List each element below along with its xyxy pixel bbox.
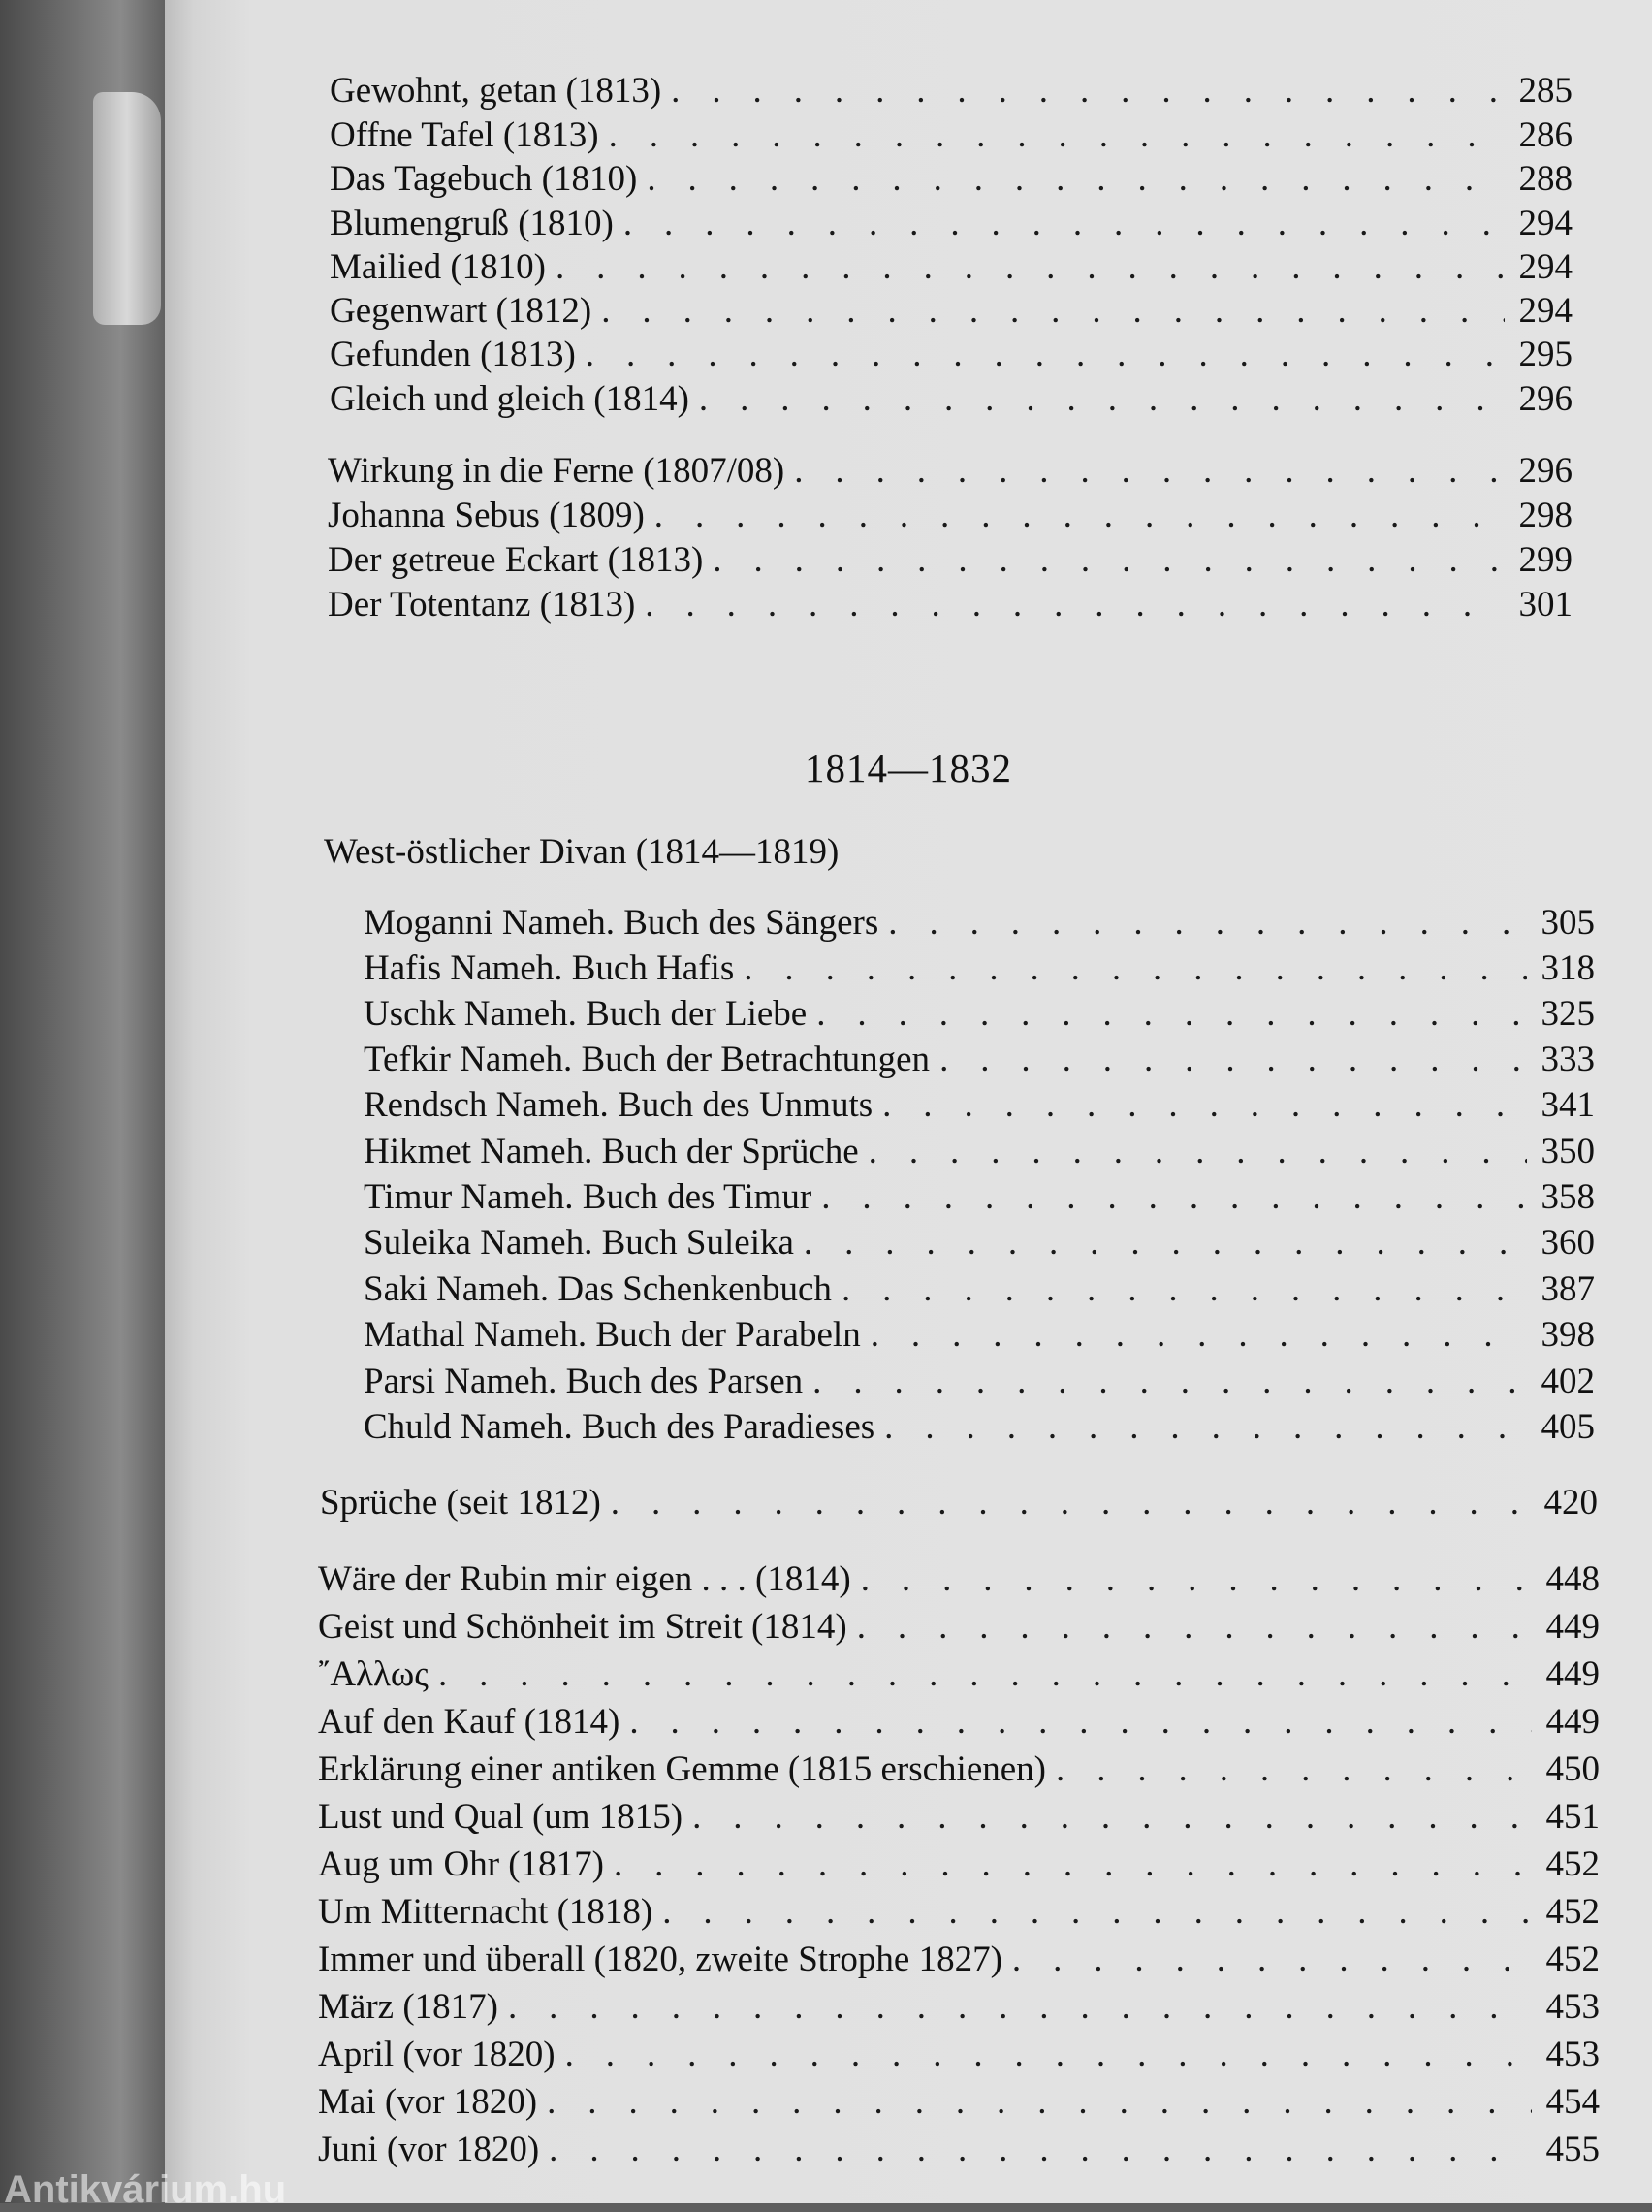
toc-entry-title: Saki Nameh. Das Schenkenbuch bbox=[364, 1269, 832, 1309]
toc-entry-title: Auf den Kauf (1814) bbox=[318, 1702, 620, 1742]
toc-subentry bbox=[364, 1084, 1595, 1127]
toc-entry-title: Juni (vor 1820) bbox=[318, 2130, 540, 2169]
toc-entry bbox=[330, 203, 1573, 245]
toc-entry bbox=[320, 1482, 1598, 1524]
toc-entry-page: 350 bbox=[1541, 1132, 1595, 1171]
toc-entry-page: 450 bbox=[1545, 1749, 1600, 1789]
toc-leader-dots bbox=[692, 1796, 1532, 1839]
toc-entry-page: 420 bbox=[1543, 1483, 1598, 1523]
toc-entry-title: Lust und Qual (um 1815) bbox=[318, 1797, 683, 1837]
toc-entry bbox=[330, 290, 1573, 333]
toc-entry-title: Um Mitternacht (1818) bbox=[318, 1892, 653, 1932]
toc-entry-title: März (1817) bbox=[318, 1987, 498, 2027]
toc-entry-page: 285 bbox=[1518, 71, 1573, 111]
toc-entry-title: Hikmet Nameh. Buch der Sprüche bbox=[364, 1132, 859, 1171]
toc-entry-page: 305 bbox=[1541, 903, 1595, 943]
toc-entry bbox=[330, 70, 1573, 112]
toc-leader-dots bbox=[939, 1039, 1527, 1081]
toc-entry-title: April (vor 1820) bbox=[318, 2035, 556, 2074]
toc-leader-dots bbox=[614, 1843, 1532, 1886]
toc-entry-page: 358 bbox=[1541, 1177, 1595, 1217]
toc-entry bbox=[318, 2034, 1600, 2076]
toc-entry-page: 294 bbox=[1518, 204, 1573, 243]
toc-entry-title: Erklärung einer antiken Gemme (1815 erschienen) bbox=[318, 1749, 1047, 1789]
toc-entry-title: Gleich und gleich (1814) bbox=[330, 379, 689, 419]
toc-entry-title: Offne Tafel (1813) bbox=[330, 115, 599, 155]
toc-entry bbox=[330, 334, 1573, 376]
toc-entry bbox=[318, 1796, 1600, 1839]
toc-leader-dots bbox=[629, 1701, 1532, 1744]
toc-leader-dots bbox=[861, 1558, 1532, 1601]
toc-leader-dots bbox=[662, 1891, 1532, 1934]
toc-subentry bbox=[364, 1406, 1595, 1449]
toc-subentry bbox=[364, 1268, 1595, 1311]
toc-entry bbox=[328, 584, 1573, 626]
toc-leader-dots bbox=[871, 1314, 1527, 1357]
toc-leader-dots bbox=[821, 1176, 1527, 1219]
toc-subentry bbox=[364, 1361, 1595, 1403]
toc-entry-title: Wäre der Rubin mir eigen . . . (1814) bbox=[318, 1559, 851, 1599]
toc-leader-dots bbox=[816, 993, 1527, 1036]
toc-subentry bbox=[364, 1314, 1595, 1357]
toc-entry bbox=[318, 1748, 1600, 1791]
toc-entry-title: Mailied (1810) bbox=[330, 247, 546, 287]
toc-entry-page: 360 bbox=[1541, 1223, 1595, 1263]
toc-entry bbox=[330, 246, 1573, 289]
toc-leader-dots bbox=[1012, 1939, 1532, 1981]
toc-leader-dots bbox=[671, 70, 1505, 112]
toc-entry bbox=[318, 1606, 1600, 1649]
toc-entry-page: 453 bbox=[1545, 2035, 1600, 2074]
toc-entry bbox=[328, 495, 1573, 537]
toc-entry-title: Gewohnt, getan (1813) bbox=[330, 71, 662, 111]
toc-entry-page: 454 bbox=[1545, 2082, 1600, 2122]
toc-entry-page: 298 bbox=[1518, 496, 1573, 535]
toc-entry-title: Parsi Nameh. Buch des Parsen bbox=[364, 1362, 804, 1401]
toc-entry-title: Sprüche (seit 1812) bbox=[320, 1483, 601, 1523]
toc-entry-title: Suleika Nameh. Buch Suleika bbox=[364, 1223, 794, 1263]
toc-entry bbox=[328, 539, 1573, 582]
toc-entry-title: Hafis Nameh. Buch Hafis bbox=[364, 948, 735, 988]
toc-leader-dots bbox=[438, 1653, 1532, 1696]
toc-entry bbox=[318, 1843, 1600, 1886]
toc-leader-dots bbox=[556, 246, 1505, 289]
toc-entry-page: 449 bbox=[1545, 1702, 1600, 1742]
toc-entry-title: Blumengruß (1810) bbox=[330, 204, 614, 243]
toc-entry-page: 449 bbox=[1545, 1654, 1600, 1694]
toc-leader-dots bbox=[1056, 1748, 1532, 1791]
toc-entry-title: Uschk Nameh. Buch der Liebe bbox=[364, 994, 808, 1034]
toc-leader-dots bbox=[647, 158, 1505, 201]
toc-entry-page: 449 bbox=[1545, 1607, 1600, 1647]
toc-entry-page: 296 bbox=[1518, 451, 1573, 491]
toc-entry-page: 453 bbox=[1545, 1987, 1600, 2027]
toc-entry-title: Gefunden (1813) bbox=[330, 335, 576, 374]
book-binding bbox=[0, 0, 173, 2203]
toc-leader-dots bbox=[882, 1084, 1527, 1127]
toc-leader-dots bbox=[549, 2129, 1532, 2171]
toc-subentry bbox=[364, 993, 1595, 1036]
toc-subentry bbox=[364, 1222, 1595, 1265]
toc-leader-dots bbox=[884, 1406, 1527, 1449]
toc-entry bbox=[330, 378, 1573, 421]
toc-subentry bbox=[364, 1039, 1595, 1081]
toc-entry-page: 318 bbox=[1541, 948, 1595, 988]
toc-entry-title: Mai (vor 1820) bbox=[318, 2082, 538, 2122]
toc-entry-title: Wirkung in die Ferne (1807/08) bbox=[328, 451, 785, 491]
toc-entry-title: Immer und überall (1820, zweite Strophe 1827) bbox=[318, 1940, 1002, 1979]
toc-leader-dots bbox=[857, 1606, 1532, 1649]
toc-entry-page: 455 bbox=[1545, 2130, 1600, 2169]
toc-entry-page: 288 bbox=[1518, 159, 1573, 199]
toc-leader-dots bbox=[654, 495, 1505, 537]
toc-leader-dots bbox=[508, 1986, 1532, 2029]
toc-entry-title: Der Totentanz (1813) bbox=[328, 585, 636, 625]
toc-entry-page: 448 bbox=[1545, 1559, 1600, 1599]
toc-entry-page: 398 bbox=[1541, 1315, 1595, 1355]
group-title: West-östlicher Divan (1814—1819) bbox=[324, 832, 840, 872]
toc-entry-page: 452 bbox=[1545, 1940, 1600, 1979]
toc-entry-title: Der getreue Eckart (1813) bbox=[328, 540, 704, 580]
toc-leader-dots bbox=[888, 902, 1527, 945]
toc-entry-page: 299 bbox=[1518, 540, 1573, 580]
toc-entry-page: 294 bbox=[1518, 247, 1573, 287]
toc-leader-dots bbox=[794, 450, 1505, 493]
toc-entry-title: Geist und Schönheit im Streit (1814) bbox=[318, 1607, 847, 1647]
toc-subentry bbox=[364, 1176, 1595, 1219]
toc-leader-dots bbox=[547, 2081, 1532, 2124]
toc-entry-title: Johanna Sebus (1809) bbox=[328, 496, 645, 535]
toc-leader-dots bbox=[842, 1268, 1527, 1311]
torn-spine-edge bbox=[93, 92, 161, 325]
toc-entry bbox=[318, 1939, 1600, 1981]
toc-entry bbox=[328, 450, 1573, 493]
toc-leader-dots bbox=[812, 1361, 1527, 1403]
toc-entry-title: Timur Nameh. Buch des Timur bbox=[364, 1177, 812, 1217]
toc-entry-title: Tefkir Nameh. Buch der Betrachtungen bbox=[364, 1040, 931, 1079]
toc-entry-page: 301 bbox=[1518, 585, 1573, 625]
toc-leader-dots bbox=[869, 1131, 1527, 1173]
toc-subentry bbox=[364, 1131, 1595, 1173]
toc-entry-title: Rendsch Nameh. Buch des Unmuts bbox=[364, 1085, 874, 1125]
toc-leader-dots bbox=[804, 1222, 1527, 1265]
toc-leader-dots bbox=[645, 584, 1505, 626]
toc-entry-title: Aug um Ohr (1817) bbox=[318, 1844, 604, 1884]
toc-entry-page: 341 bbox=[1541, 1085, 1595, 1125]
toc-leader-dots bbox=[623, 203, 1505, 245]
toc-subentry bbox=[364, 947, 1595, 990]
toc-entry bbox=[318, 1891, 1600, 1934]
toc-entry-page: 286 bbox=[1518, 115, 1573, 155]
toc-leader-dots bbox=[713, 539, 1505, 582]
toc-entry-page: 294 bbox=[1518, 291, 1573, 331]
toc-entry bbox=[318, 1986, 1600, 2029]
toc-entry bbox=[318, 1701, 1600, 1744]
toc-leader-dots bbox=[586, 334, 1505, 376]
toc-subentry bbox=[364, 902, 1595, 945]
toc-leader-dots bbox=[565, 2034, 1532, 2076]
toc-entry-title: Mathal Nameh. Buch der Parabeln bbox=[364, 1315, 861, 1355]
toc-entry-page: 295 bbox=[1518, 335, 1573, 374]
toc-entry-title: Moganni Nameh. Buch des Sängers bbox=[364, 903, 879, 943]
toc-leader-dots bbox=[744, 947, 1527, 990]
toc-entry bbox=[330, 158, 1573, 201]
watermark: Antikvárium.hu bbox=[4, 2168, 287, 2211]
toc-entry bbox=[318, 2081, 1600, 2124]
toc-leader-dots bbox=[699, 378, 1505, 421]
toc-entry bbox=[318, 1653, 1600, 1696]
toc-leader-dots bbox=[609, 114, 1505, 157]
toc-entry-page: 451 bbox=[1545, 1797, 1600, 1837]
toc-entry bbox=[318, 2129, 1600, 2171]
toc-entry-title: Gegenwart (1812) bbox=[330, 291, 592, 331]
toc-entry-page: 452 bbox=[1545, 1892, 1600, 1932]
toc-entry-page: 402 bbox=[1541, 1362, 1595, 1401]
toc-entry-page: 333 bbox=[1541, 1040, 1595, 1079]
toc-leader-dots bbox=[611, 1482, 1530, 1524]
toc-entry bbox=[330, 114, 1573, 157]
section-heading: 1814—1832 bbox=[805, 746, 1012, 790]
toc-entry-page: 405 bbox=[1541, 1407, 1595, 1447]
toc-entry-title: Das Tagebuch (1810) bbox=[330, 159, 638, 199]
toc-leader-dots bbox=[601, 290, 1505, 333]
toc-entry-title: ῎Αλλως bbox=[318, 1654, 429, 1694]
toc-entry bbox=[318, 1558, 1600, 1601]
toc-entry-page: 296 bbox=[1518, 379, 1573, 419]
toc-entry-page: 325 bbox=[1541, 994, 1595, 1034]
toc-entry-title: Chuld Nameh. Buch des Paradieses bbox=[364, 1407, 875, 1447]
toc-entry-page: 387 bbox=[1541, 1269, 1595, 1309]
toc-entry-page: 452 bbox=[1545, 1844, 1600, 1884]
